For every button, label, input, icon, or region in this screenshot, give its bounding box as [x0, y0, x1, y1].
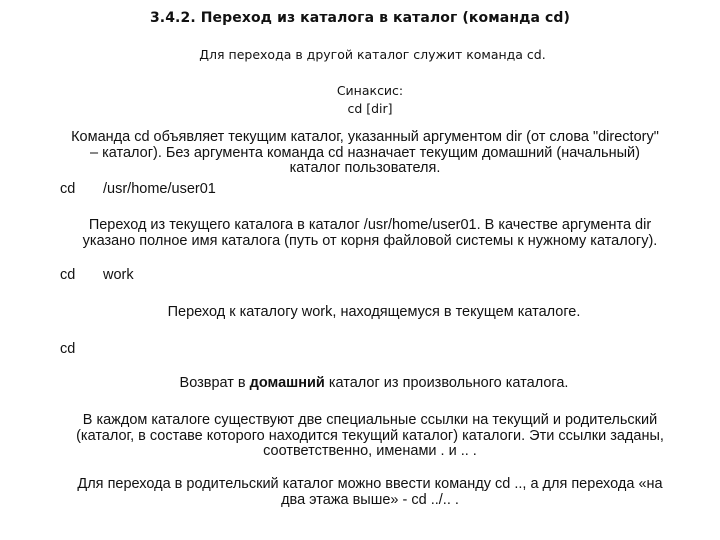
links-note-line: (каталог, в составе которого находится текущий каталог) каталоги. Эти ссылки заданы, [76, 427, 664, 444]
parent-note-line: Для перехода в родительский каталог можно ввести команду cd .., а для перехода «на [77, 476, 663, 492]
links-note-line: соответственно, именами . и .. . [263, 443, 477, 459]
description-paragraph [0, 130, 720, 177]
example3-explanation [0, 376, 720, 392]
example2-argument: work [103, 267, 134, 283]
links-note-line: В каждом каталоге существуют две специальные ссылки на текущий и родительский [82, 412, 658, 428]
description-line: – каталог). Без аргумента команда cd назначает текущим домашний (начальный) [90, 144, 640, 161]
example3-text-before: Возврат в [179, 375, 250, 391]
parent-note-paragraph [0, 477, 720, 508]
description-line: каталог пользователя. [289, 160, 441, 176]
intro-text: Для перехода в другой каталог служит команда cd. [199, 47, 546, 62]
example3-text-bold: домашний [249, 375, 325, 391]
example2-explanation: Переход к каталогу work, находящемуся в текущем каталоге. [167, 304, 581, 320]
example1-explanation [0, 218, 720, 249]
links-note-paragraph [0, 413, 720, 460]
example3-command: cd [60, 341, 76, 357]
example1-argument: /usr/home/user01 [103, 181, 216, 197]
example1-command: cd [60, 181, 76, 197]
syntax-form: cd [dir] [347, 101, 393, 116]
example3-text-after: каталог из произвольного каталога. [324, 375, 569, 391]
page-title: 3.4.2. Переход из каталога в каталог (команда cd) [149, 10, 571, 26]
example2-command: cd [60, 267, 76, 283]
example1-line: указано полное имя каталога (путь от корня файловой системы к нужному каталогу). [82, 232, 658, 249]
example1-line: Переход из текущего каталога в каталог /usr/home/user01. В качестве аргумента dir [88, 217, 652, 233]
syntax-label: Синаксис: [336, 83, 404, 98]
parent-note-line: два этажа выше» - cd ../.. . [281, 491, 459, 508]
description-line: Команда cd объявляет текущим каталог, указанный аргументом dir (от слова "directory" [71, 129, 659, 145]
